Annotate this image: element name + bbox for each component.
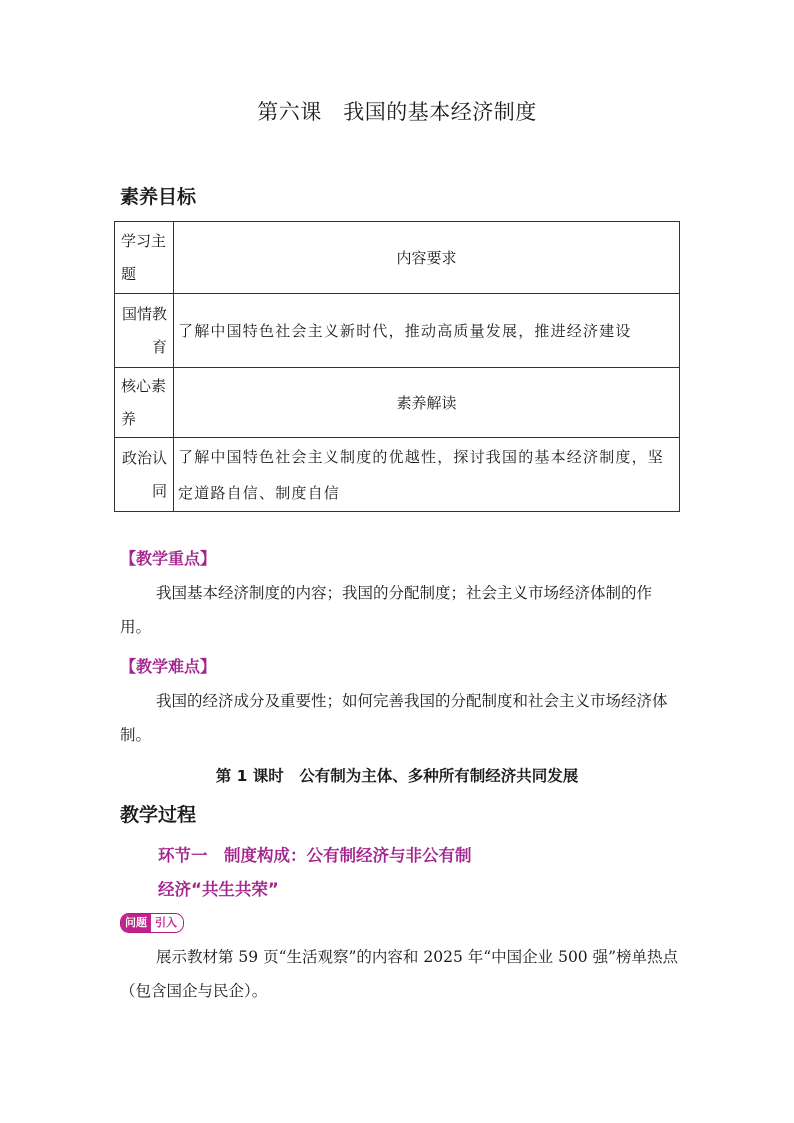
badge-left-text: 问题	[121, 914, 151, 932]
table-cell-topic: 政治认同	[115, 438, 174, 512]
table-row	[115, 438, 680, 512]
goals-table	[114, 221, 680, 512]
table-cell-topic: 学习主题	[115, 222, 174, 294]
table-cell-topic: 核心素养	[115, 368, 174, 438]
lesson-title: 第 1 课时 公有制为主体、多种所有制经济共同发展	[215, 767, 579, 785]
table-cell-content: 了解中国特色社会主义制度的优越性，探讨我国的基本经济制度，坚定道路自信、制度自信	[174, 438, 680, 512]
table-cell-topic: 国情教育	[115, 294, 174, 368]
section-title-line2: 经济“共生共荣”	[158, 880, 279, 899]
process-heading: 教学过程	[120, 804, 197, 826]
table-cell-header: 内容要求	[174, 222, 680, 294]
difficult-points-label: 【教学难点】	[120, 657, 217, 676]
question-intro-badge	[120, 913, 184, 933]
table-cell-content: 了解中国特色社会主义新时代，推动高质量发展，推进经济建设	[174, 294, 680, 368]
key-points-text: 我国基本经济制度的内容；我国的分配制度；社会主义市场经济体制的作用。	[120, 584, 653, 636]
key-points-label: 【教学重点】	[120, 549, 217, 568]
intro-text: 展示教材第 59 页“生活观察”的内容和 2025 年“中国企业 500 强”榜单热点（包含国企与民企）。	[120, 948, 679, 1000]
goals-heading: 素养目标	[120, 186, 197, 208]
page-title: 第六课 我国的基本经济制度	[257, 100, 537, 124]
table-cell-header: 素养解读	[174, 368, 680, 438]
table-row	[115, 294, 680, 368]
badge-right-text: 引入	[151, 914, 183, 932]
section-title-line1: 环节一 制度构成：公有制经济与非公有制	[158, 846, 472, 865]
difficult-points-text: 我国的经济成分及重要性；如何完善我国的分配制度和社会主义市场经济体制。	[120, 692, 668, 744]
table-row	[115, 222, 680, 294]
table-row	[115, 368, 680, 438]
